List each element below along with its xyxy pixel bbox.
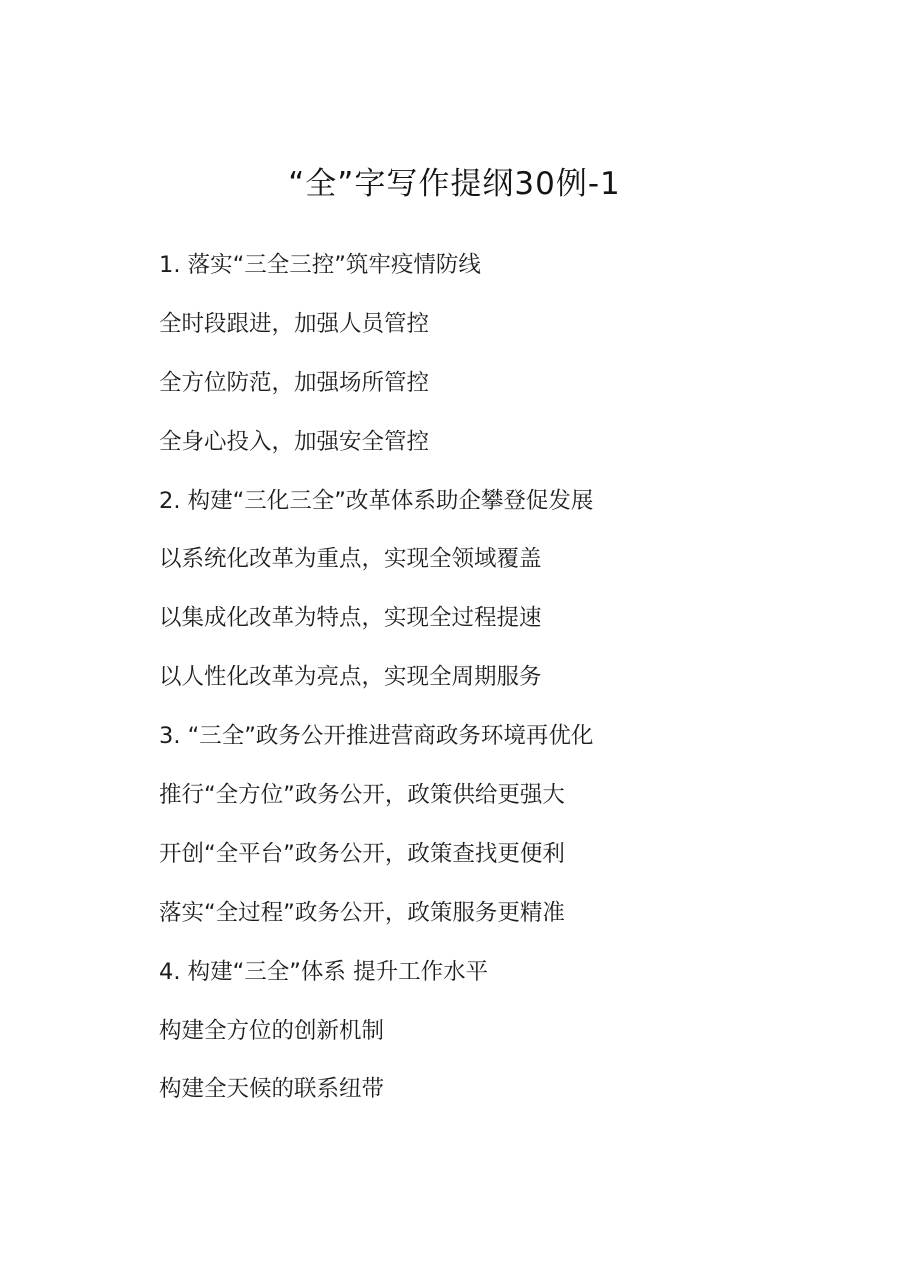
outline-item: 推行“全方位”政务公开，政策供给更强大 (159, 782, 565, 809)
outline-item: 全方位防范，加强场所管控 (159, 369, 430, 396)
outline-item: 以集成化改革为特点，实现全过程提速 (159, 605, 542, 632)
outline-item: 构建全天候的联系纽带 (159, 1076, 385, 1103)
outline-item: 以人性化改革为亮点，实现全周期服务 (159, 664, 542, 691)
document-body (159, 246, 859, 1129)
outline-item: 构建全方位的创新机制 (159, 1017, 385, 1044)
section-heading-1: 1. 落实“三全三控”筑牢疫情防线 (159, 252, 481, 278)
outline-item: 全身心投入，加强安全管控 (159, 428, 430, 455)
outline-item: 以系统化改革为重点，实现全领域覆盖 (159, 546, 542, 573)
section-heading-4: 4. 构建“三全”体系 提升工作水平 (159, 958, 489, 985)
section-heading-3: 3. “三全”政务公开推进营商政务环境再优化 (159, 723, 594, 750)
outline-item: 全时段跟进，加强人员管控 (159, 310, 430, 337)
section-heading-2: 2. 构建“三化三全”改革体系助企攀登促发展 (159, 487, 594, 514)
document-title: “全”字写作提纲30例-1 (288, 166, 621, 202)
outline-item: 开创“全平台”政务公开，政策查找更便利 (159, 840, 565, 867)
outline-item: 落实“全过程”政务公开，政策服务更精准 (159, 899, 565, 926)
